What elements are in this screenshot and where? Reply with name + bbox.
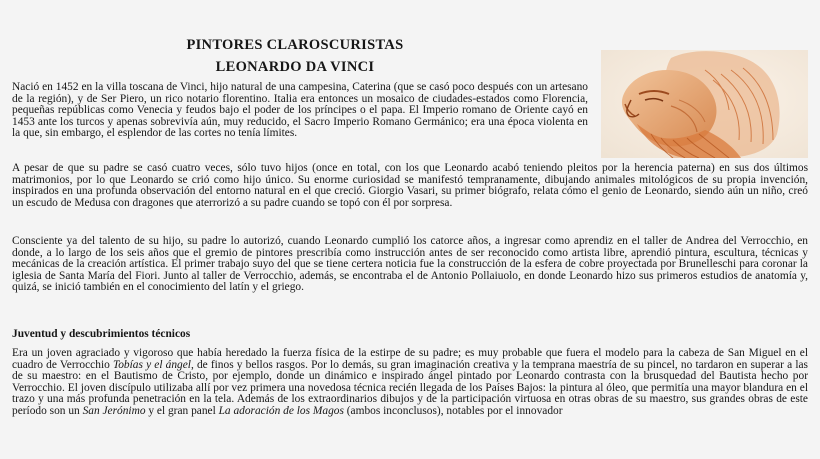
document-title: PINTORES CLAROSCURISTAS bbox=[186, 37, 404, 53]
paragraph-youth-text-1: Era un joven agraciado y vigoroso que había heredado la fuerza física de la estirpe de su padre; es muy probable que fuera el modelo para la cabeza de San Miguel en el cuadro de Verrocchio bbox=[12, 347, 808, 371]
leonardo-self-portrait-image bbox=[601, 50, 808, 158]
section-heading: Juventud y descubrimientos técnicos bbox=[12, 328, 191, 340]
artwork-title-adoracion: La adoración de los Magos bbox=[218, 404, 344, 417]
artwork-title-san-jeronimo: San Jerónimo bbox=[82, 404, 146, 417]
artwork-title-tobias: Tobías y el ángel bbox=[112, 358, 191, 371]
document-subtitle: LEONARDO DA VINCI bbox=[215, 59, 375, 75]
paragraph-birth: Nació en 1452 en la villa toscana de Vinci, hijo natural de una campesina, Caterina (que se casó poco después con un artesano de la región), y de Ser Piero, un rico notario florentino. Italia era entonces un mosaico de ciudades-estados como Florencia, pequeñas repúblicas como Venecia y feudos bajo el poder de los príncipes o el papa. El Imperio romano de Oriente cayó en 1453 ante los turcos y apenas sobrevivía aún, muy reducido, el Sacro Imperio Romano Germánico; era una época violenta en la que, sin embargo, el esplendor de las cortes no tenía límites. bbox=[12, 81, 588, 140]
paragraph-childhood: A pesar de que su padre se casó cuatro veces, sólo tuvo hijos (once en total, con los que Leonardo acabó teniendo pleitos por la herencia paterna) en sus dos últimos matrimonios, por lo que Leonardo se crió como hijo único. Su enorme curiosidad se manifestó tempranamente, dibujando animales mitológicos de su propia invención, inspirados en una profunda observación del entorno natural en el que creció. Giorgio Vasari, su primer biógrafo, relata cómo el genio de Leonardo, siendo aún un niño, creó un escudo de Medusa con dragones que aterrorizó a su padre cuando se topó con él por sorpresa. bbox=[12, 162, 808, 209]
paragraph-youth-text-4: (ambos inconclusos), notables por el innovador bbox=[343, 404, 563, 417]
paragraph-youth-text-3: y el gran panel bbox=[145, 404, 219, 417]
paragraph-apprenticeship: Consciente ya del talento de su hijo, su padre lo autorizó, cuando Leonardo cumplió los catorce años, a ingresar como aprendiz en el taller de Andrea del Verrocchio, en donde, a lo largo de los seis años que el gremio de pintores prescribía como instrucción antes de ser reconocido como artista libre, aprendió pintura, escultura, técnicas y mecánicas de la creación artística. El primer trabajo suyo del que se tiene certera noticia fue la construcción de la esfera de cobre proyectada por Brunelleschi para coronar la iglesia de Santa María del Fiori. Junto al taller de Verrocchio, además, se encontraba el de Antonio Pollaiuolo, en donde Leonardo hizo sus primeros estudios de anatomía y, quizá, se inició también en el conocimiento del latín y el griego. bbox=[12, 235, 808, 294]
paragraph-youth-text-2: , de finos y bellos rasgos. Por lo demás, su gran imaginación creativa y la temprana maestría de su pincel, no tardaron en superar a las de su maestro: en el Bautismo de Cristo, por ejemplo, donde un dinámico e inspirado ángel pintado por Leonardo contrasta con la brusquedad del Bautista hecho por Verrocchio. El joven discípulo utilizaba allí por vez primera una novedosa técnica recién llegada de los Países Bajos: la pintura al óleo, que permitía una mayor blandura en el trazo y una más profunda penetración en la tela. Además de los extraordinarios dibujos y de la participación virtuosa en otras obras de su maestro, sus grandes obras de este período son un bbox=[12, 358, 808, 417]
paragraph-youth bbox=[12, 348, 808, 418]
